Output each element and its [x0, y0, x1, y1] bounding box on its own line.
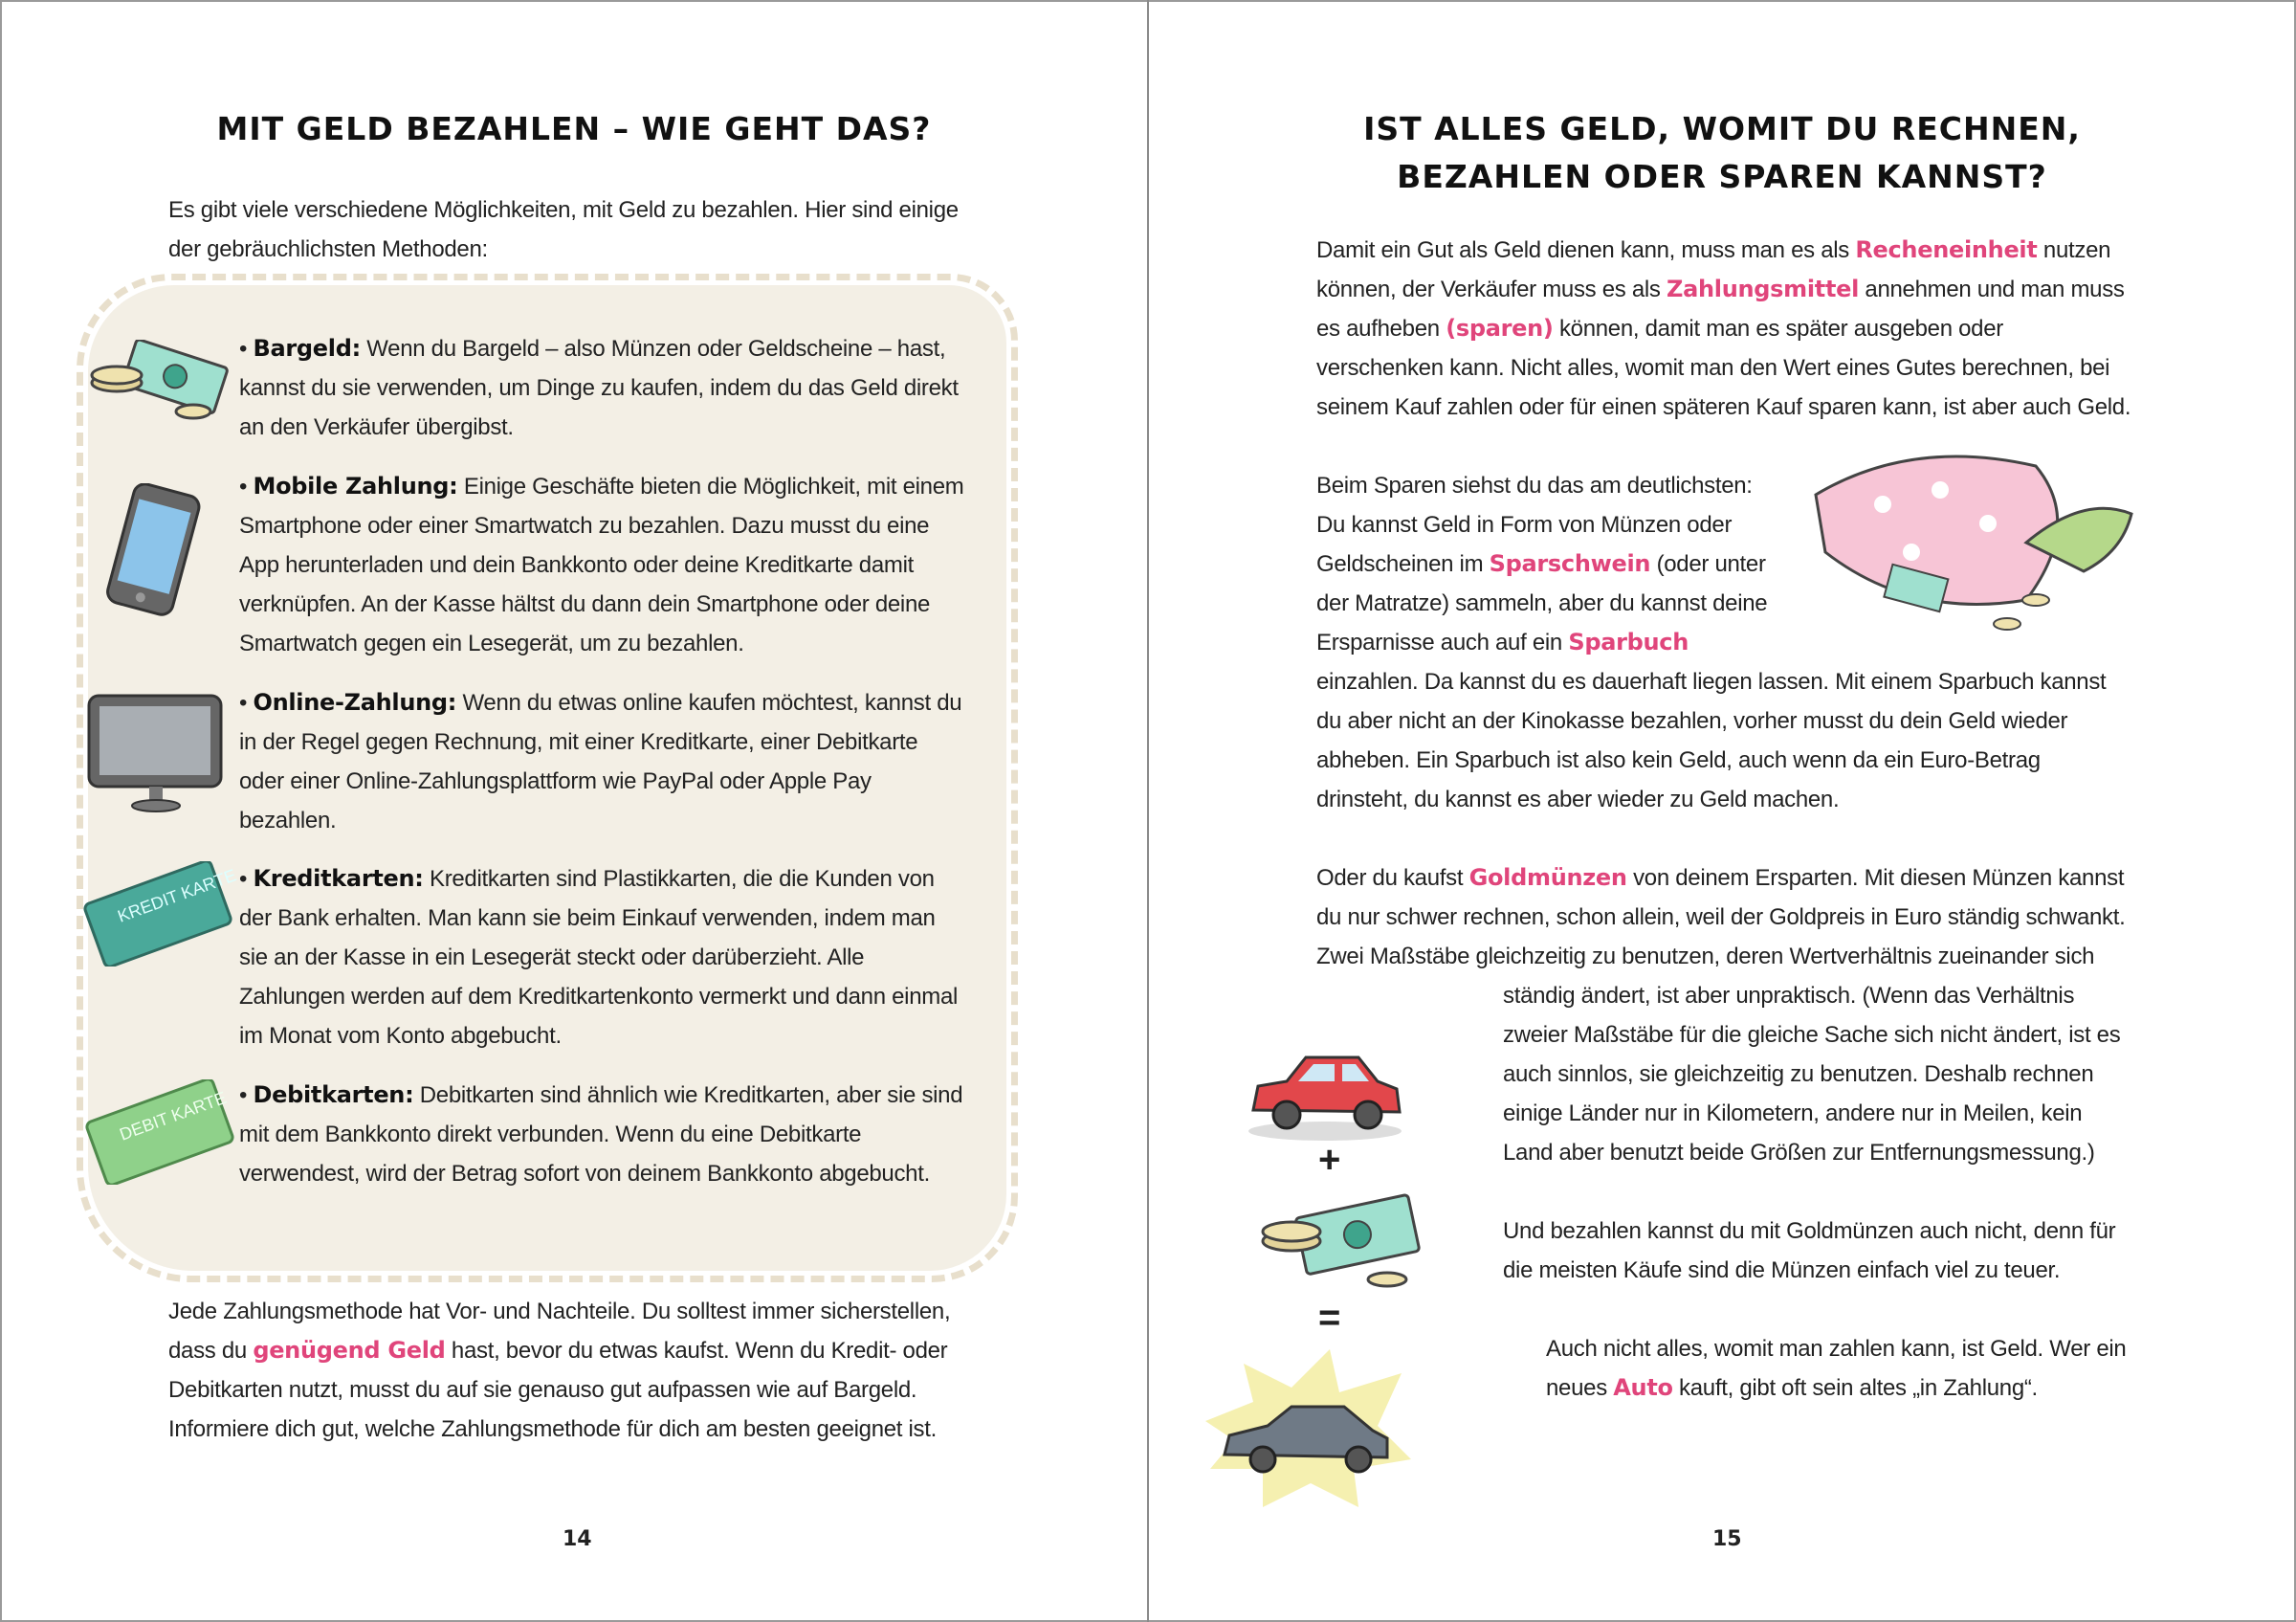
text-segment: (oder unter der Matratze) sammeln, aber du kannst deine Ersparnisse auch auf ein — [1316, 551, 1768, 655]
item-text: Einige Geschäfte bieten die Möglichkeit, mit einem Smartphone oder einer Smartwatch zu bezahlen. Dazu musst du eine App herunterladen und dein Bankkonto oder deine Kreditkarte damit verknüpfen. An der Kasse hältst du dann dein Smartphone oder deine Smartwatch gegen ein Lesegerät, um zu bezahlen. — [239, 474, 964, 656]
highlighted-term: Sparschwein — [1489, 550, 1651, 577]
item-label: Mobile Zahlung: — [253, 473, 458, 500]
page-number: 14 — [563, 1527, 592, 1551]
item-label: Bargeld: — [253, 335, 361, 362]
cash-icon — [78, 340, 232, 426]
item-label: Kreditkarten: — [253, 865, 424, 892]
list-item-bargeld: • Bargeld: Wenn du Bargeld – also Münzen oder Geldscheine – hast, kannst du sie verwenden, um Dinge zu kaufen, indem du das Geld direkt an den Verkäufer übergibst. — [239, 335, 959, 440]
list-item-debitkarten: • Debitkarten: Debitkarten sind ähnlich wie Kreditkarten, aber sie sind mit dem Bankkonto direkt verbunden. Wenn du eine Debitkarte verwendest, wird der Betrag sofort von deinem Bankkonto abgebucht. — [239, 1081, 963, 1187]
card-text: DEBIT KARTE — [117, 1087, 230, 1144]
paragraph-auto — [1546, 1329, 2131, 1408]
highlighted-term: genügend Geld — [253, 1337, 446, 1364]
page-title-line1: IST ALLES GELD, WOMIT DU RECHNEN, — [1363, 110, 2081, 147]
page-title: MIT GELD BEZAHLEN – WIE GEHT DAS? — [216, 110, 932, 147]
text-segment: Auch nicht alles, womit man zahlen kann, ist Geld. Wer ein neues — [1546, 1336, 2127, 1401]
text-segment: hast, bevor du etwas kaufst. Wenn du Kredit- oder Debitkarten nutzt, musst du auf sie genauso gut aufpassen wie auf Bargeld. Informiere dich gut, welche Zahlungsmethode für dich am besten geeignet ist. — [168, 1338, 948, 1442]
highlighted-term: Recheneinheit — [1855, 236, 2038, 263]
highlighted-term: Auto — [1613, 1374, 1673, 1401]
text-segment: einzahlen. Da kannst du es dauerhaft liegen lassen. Mit einem Sparbuch kannst du aber nicht an der Kinokasse bezahlen, vorher musst du dein Geld wieder abheben. Ein Sparbuch ist also kein Geld, auch wenn da ein Euro-Betrag drinsteht, du kannst es aber wieder zu Geld machen. — [1316, 669, 2107, 812]
text-segment: kauft, gibt oft sein altes „in Zahlung“. — [1672, 1375, 2038, 1401]
item-text: Wenn du Bargeld – also Münzen oder Geldscheine – hast, kannst du sie verwenden, um Dinge zu kaufen, indem du das Geld direkt an den Verkäufer übergibst. — [239, 336, 959, 440]
list-item-kreditkarten: • Kreditkarten: Kreditkarten sind Plastikkarten, die die Kunden von der Bank erhalten. Man kann sie beim Einkauf verwenden, indem man sie an der Kasse in ein Lesegerät steckt oder darüberzieht. Alle Zahlungen werden auf dem Kreditkartenkonto vermerkt und dann einmal im Monat vom Konto abgebucht. — [239, 865, 959, 1049]
plus-sign: + — [1318, 1139, 1341, 1181]
grey-car-burst-icon — [1196, 1344, 1416, 1512]
debit-card-icon — [78, 1079, 241, 1185]
monitor-icon — [84, 691, 228, 815]
list-item-online: • Online-Zahlung: Wenn du etwas online kaufen möchtest, kannst du in der Regel gegen Rechnung, mit einer Kreditkarte, einer Debitkarte oder einer Online-Zahlungsplattform wie PayPal oder Apple Pay bezahlen. — [239, 689, 962, 833]
highlighted-term: Zahlungsmittel — [1667, 276, 1860, 302]
item-text: Kreditkarten sind Plastikkarten, die die Kunden von der Bank erhalten. Man kann sie beim Einkauf verwenden, indem man sie an der Kasse in ein Lesegerät steckt oder darüberzieht. Alle Zahlungen werden auf dem Kreditkartenkonto vermerkt und dann einmal im Monat vom Konto abgebucht. — [239, 866, 959, 1049]
text-segment: von deinem Ersparten. Mit diesen Münzen kannst du nur schwer rechnen, schon allein, weil der Goldpreis in Euro ständig schwankt. Zwei Maßstäbe gleichzeitig zu benutzen, deren Wertverhältnis zueinander sich ständig ändert, ist aber unpraktisch. (Wenn das Verhältnis zweier Maßstäbe für die gleiche Sache sich nicht ändert, ist es auch sinnlos, sie gleichzeitig zu benutzen. Deshalb rechnen einige Länder nur in Kilometern, andere nur in Meilen, kein Land aber benutzt beide Größen zur Entfernungsmessung.) — [1316, 865, 2126, 1166]
text-segment: können, damit man es später ausgeben oder verschenken kann. Nicht alles, womit man den Wert eines Gutes berechnen, bei seinem Kauf zahlen oder für einen späteren Kauf sparen kann, ist aber auch Geld. — [1316, 316, 2131, 420]
highlighted-term: Goldmünzen — [1468, 864, 1627, 891]
red-car-icon — [1239, 1043, 1411, 1148]
list-item-mobile: • Mobile Zahlung: Einige Geschäfte bieten die Möglichkeit, mit einem Smartphone oder einer Smartwatch zu bezahlen. Dazu musst du eine App herunterladen und dein Bankkonto oder deine Kreditkarte damit verknüpfen. An der Kasse hältst du dann dein Smartphone oder deine Smartwatch gegen ein Lesegerät, um zu bezahlen. — [239, 473, 964, 656]
text-segment: Und bezahlen kannst du mit Goldmünzen auch nicht, denn für die meisten Käufe sind die Münzen einfach viel zu teuer. — [1503, 1218, 2116, 1283]
item-label: Online-Zahlung: — [253, 689, 457, 716]
intro-text: Es gibt viele verschiedene Möglichkeiten, mit Geld zu bezahlen. Hier sind einige der gebräuchlichsten Methoden: — [168, 197, 959, 262]
item-text: Wenn du etwas online kaufen möchtest, kannst du in der Regel gegen Rechnung, mit einer Kreditkarte, einer Debitkarte oder einer Online-Zahlungsplattform wie PayPal oder Apple Pay bezahlen. — [239, 690, 962, 833]
text-segment: Beim Sparen siehst du das am deutlichsten: Du kannst Geld in Form von Münzen oder Geldscheinen im — [1316, 473, 1753, 577]
page-title-line2: BEZAHLEN ODER SPAREN KANNST? — [1397, 158, 2047, 195]
text-segment: Jede Zahlungsmethode hat Vor- und Nachteile. Du solltest immer sicherstellen, dass du — [168, 1299, 951, 1364]
right-text-column — [1316, 231, 2131, 1512]
outro-text — [168, 1292, 982, 1449]
highlighted-term: Sparbuch — [1568, 629, 1689, 655]
cash-icon — [1244, 1191, 1435, 1297]
text-segment: annehmen und man muss es aufheben — [1316, 277, 2125, 342]
savings-pillow-illustration — [1797, 437, 2151, 657]
page-number: 15 — [1712, 1527, 1742, 1551]
page-right — [1148, 0, 2296, 1622]
item-text: Debitkarten sind ähnlich wie Kreditkarten, aber sie sind mit dem Bankkonto direkt verbunden. Wenn du eine Debitkarte verwendest, wird der Betrag sofort von deinem Bankkonto abgebucht. — [239, 1082, 963, 1187]
equals-sign: = — [1318, 1297, 1341, 1339]
text-segment: Damit ein Gut als Geld dienen kann, muss man es als — [1316, 237, 1856, 263]
smartphone-icon — [96, 483, 210, 617]
paragraph-definition — [1316, 231, 2131, 427]
text-segment: Oder du kaufst — [1316, 865, 1469, 891]
card-text: KREDIT KARTE — [115, 865, 239, 926]
credit-card-icon — [77, 861, 239, 967]
item-label: Debitkarten: — [253, 1081, 414, 1108]
highlighted-term: (sparen) — [1446, 315, 1554, 342]
text-segment: nutzen können, der Verkäufer muss es als — [1316, 237, 2111, 302]
